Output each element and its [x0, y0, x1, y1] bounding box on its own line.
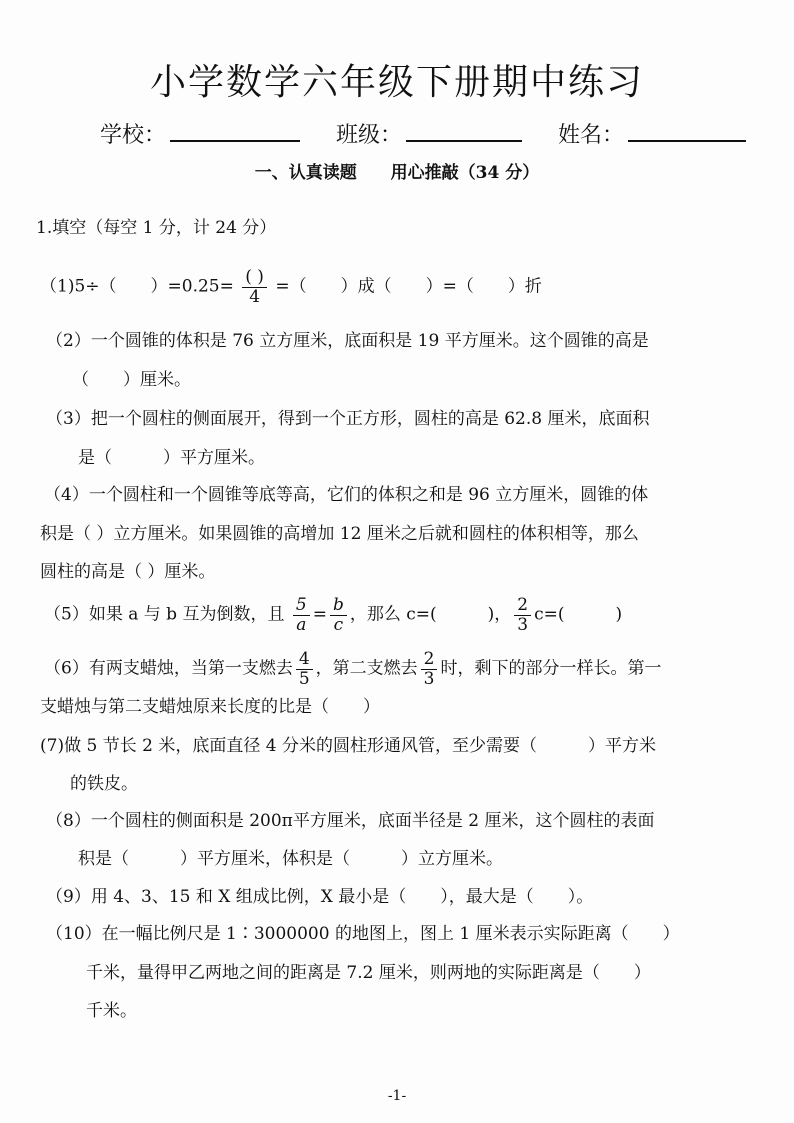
q1-8-line1: （8）一个圆柱的侧面积是 200π平方厘米，底面半径是 2 厘米，这个圆柱的表面: [46, 811, 655, 831]
q1-5-frac-1-den: a: [296, 614, 307, 635]
q1-10-line3: 千米。: [86, 1001, 137, 1021]
q1-5-text-b: ，那么 c=( )，: [349, 604, 512, 625]
q1-3-line2: 是（ ）平方厘米。: [78, 448, 265, 468]
q1-10-line1: （10）在一幅比例尺是 1∶3000000 的地图上，图上 1 厘米表示实际距离（ ）: [46, 924, 680, 944]
q1-1-frac-den: 4: [249, 286, 261, 307]
q1-6-frac-1: [296, 650, 313, 688]
q1-5-text-a: （5）如果 a 与 b 互为倒数，且: [44, 604, 285, 625]
q1-1-frac-num: ( ): [242, 268, 267, 288]
q1-1: [40, 268, 542, 306]
page-number: -1-: [387, 1088, 407, 1104]
q1-10-line2: 千米，量得甲乙两地之间的距离是 7.2 厘米，则两地的实际距离是（ ）: [86, 963, 651, 983]
q1-8-line2: 积是（ ）平方厘米，体积是（ ）立方厘米。: [78, 849, 503, 869]
school-label: 学校：: [100, 123, 167, 148]
q1-2-line2: （ ）厘米。: [72, 370, 191, 390]
q1-6-frac-1-den: 5: [298, 668, 310, 689]
q1-5-frac-3-num: 2: [514, 596, 531, 616]
section-heading: [0, 158, 794, 183]
q1-5-equals: =: [312, 604, 327, 625]
q1-6-frac-2: [421, 650, 438, 688]
q1-6-line2: 支蜡烛与第二支蜡烛原来长度的比是（ ）: [40, 697, 380, 717]
q1-6: [44, 650, 661, 688]
class-label: 班级：: [336, 123, 403, 148]
q1-4-line2: 积是（ ）立方厘米。如果圆锥的高增加 12 厘米之后就和圆柱的体积相等，那么: [40, 524, 639, 544]
q1-6-frac-2-num: 2: [421, 650, 438, 670]
section-sub: 用心推敲（34 分）: [390, 163, 540, 183]
q1-6-frac-2-den: 3: [423, 668, 435, 689]
q1-5-frac-2-num: b: [330, 596, 347, 616]
q1-3-line1: （3）把一个圆柱的侧面展开，得到一个正方形，圆柱的高是 62.8 厘米，底面积: [46, 409, 650, 429]
q1-1-fraction: [242, 268, 267, 306]
q1-7-line2: 的铁皮。: [70, 774, 138, 794]
q1-5-frac-1: [293, 596, 310, 634]
student-info: [100, 118, 746, 149]
q1-4-line3: 圆柱的高是（ ）厘米。: [40, 562, 216, 582]
class-blank: [406, 118, 522, 142]
q1-5-frac-1-num: 5: [293, 596, 310, 616]
q1-5-text-c: c=( ): [534, 604, 623, 625]
name-label: 姓名：: [558, 123, 625, 148]
q1-header: 1.填空（每空 1 分，计 24 分）: [36, 218, 277, 238]
q1-1-text-a: （1)5÷（ ）=0.25=: [40, 276, 234, 297]
q1-6-text-a: （6）有两支蜡烛，当第一支燃去: [44, 658, 293, 679]
q1-5: [44, 596, 622, 634]
q1-5-frac-2-den: c: [333, 614, 344, 635]
name-blank: [628, 118, 746, 142]
q1-5-frac-3: [514, 596, 531, 634]
q1-4-line1: （4）一个圆柱和一个圆锥等底等高，它们的体积之和是 96 立方厘米，圆锥的体: [44, 485, 649, 505]
q1-6-text-c: 时，剩下的部分一样长。第一: [440, 658, 662, 679]
section-part: 一、认真读题: [254, 163, 357, 183]
q1-5-frac-3-den: 3: [517, 614, 529, 635]
q1-1-text-b: =（ ）成（ ）=（ ）折: [275, 276, 542, 297]
q1-6-frac-1-num: 4: [296, 650, 313, 670]
q1-9: （9）用 4、3、15 和 X 组成比例，X 最小是（ ），最大是（ ）。: [46, 887, 594, 907]
q1-2-line1: （2）一个圆锥的体积是 76 立方厘米，底面积是 19 平方厘米。这个圆锥的高是: [46, 331, 649, 351]
school-blank: [170, 118, 300, 142]
q1-6-text-b: ，第二支燃去: [315, 658, 418, 679]
page-title: 小学数学六年级下册期中练习: [149, 62, 644, 103]
q1-7-line1: (7)做 5 节长 2 米，底面直径 4 分米的圆柱形通风管，至少需要（ ）平方米: [40, 736, 656, 756]
q1-5-frac-2: [330, 596, 347, 634]
